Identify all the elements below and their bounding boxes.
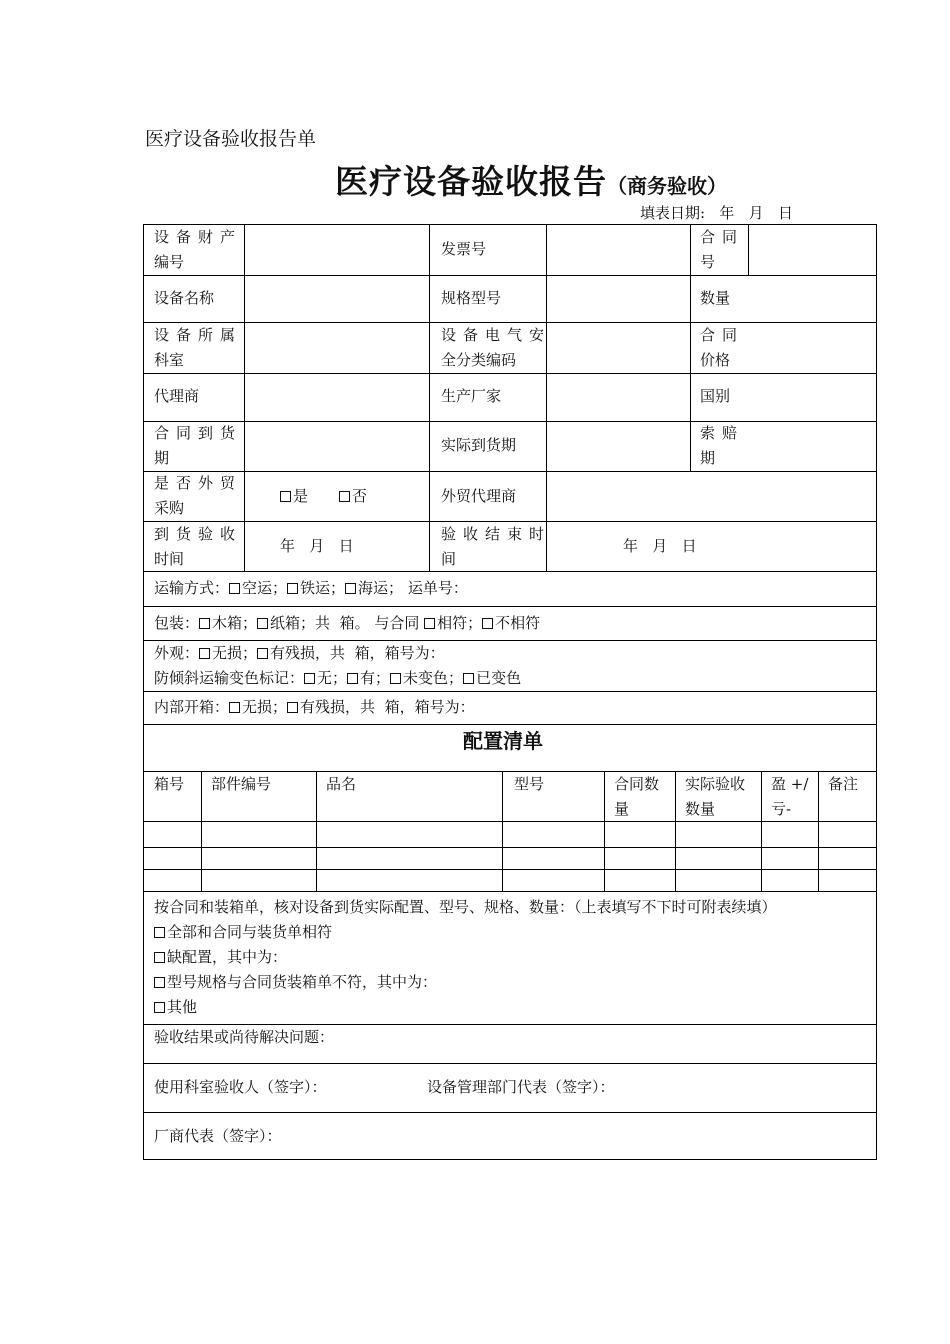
- col-contract-qty-1: 合同数: [614, 775, 660, 793]
- no-text: 否: [352, 487, 368, 505]
- checkbox-icon[interactable]: [154, 977, 165, 988]
- department-label-1: 设备所属: [154, 326, 243, 344]
- foreign-agent-label: 外贸代理商: [441, 487, 517, 505]
- col-actual-qty-2: 数量: [685, 800, 716, 818]
- mgmt-signature-label: 设备管理部门代表（签字）：: [427, 1078, 615, 1096]
- checkbox-icon[interactable]: [347, 673, 358, 684]
- col-divider: [201, 771, 202, 891]
- row-divider: [144, 373, 876, 374]
- row-divider: [144, 821, 876, 822]
- agent-label: 代理商: [154, 387, 200, 405]
- tilt-row: [154, 666, 521, 691]
- transport-row: [154, 576, 468, 601]
- arrival-date-blank: 年 月 日: [280, 537, 354, 555]
- tilt-label: 防倾斜运输变色标记：: [154, 669, 305, 687]
- contract-no-label-1: 合同: [700, 228, 745, 246]
- check-option-1: [154, 920, 332, 945]
- row-divider: [144, 471, 876, 472]
- dept-signature-label: 使用科室验收人（签字）：: [154, 1078, 327, 1096]
- contract-arrival-label-1: 合同到货: [154, 424, 243, 442]
- col-divider: [244, 225, 245, 571]
- waybill-label: 运单号：: [403, 579, 468, 597]
- col-divider: [502, 771, 503, 891]
- foreign-trade-label-2: 采购: [154, 499, 185, 517]
- form-title-sub: （商务验收）: [607, 174, 727, 198]
- contract-price-label-2: 价格: [700, 351, 731, 369]
- quantity-label: 数量: [700, 289, 731, 307]
- checkbox-icon[interactable]: [199, 618, 210, 629]
- arrival-accept-time-label-1: 到货验收: [154, 525, 243, 543]
- yes-text: 是: [293, 487, 309, 505]
- appearance-none: 无损；: [212, 644, 258, 662]
- row-divider: [144, 1063, 876, 1064]
- inner-none: 无损；: [242, 698, 288, 716]
- check-option-3-text: 型号规格与合同货装箱单不符，其中为：: [167, 973, 438, 991]
- claim-period-label-1: 索赔: [700, 424, 745, 442]
- check-option-2: [154, 945, 287, 970]
- safety-code-label-2: 全分类编码: [441, 351, 517, 369]
- appearance-label: 外观：: [154, 644, 200, 662]
- check-option-1-text: 全部和合同与装货单相符: [167, 923, 333, 941]
- tilt-changed: 已变色: [476, 669, 522, 687]
- checkbox-icon[interactable]: [345, 583, 356, 594]
- col-divider: [675, 771, 676, 891]
- packaging-row: [154, 611, 540, 636]
- contract-price-label-1: 合同: [700, 326, 745, 344]
- tilt-unchanged: 未变色；: [403, 669, 464, 687]
- col-divider: [690, 225, 691, 471]
- row-divider: [144, 847, 876, 848]
- invoice-no-label: 发票号: [441, 240, 487, 258]
- checkbox-icon[interactable]: [257, 648, 268, 659]
- checkbox-icon[interactable]: [229, 583, 240, 594]
- checkbox-icon[interactable]: [257, 618, 268, 629]
- claim-period-label-2: 期: [700, 449, 716, 467]
- row-divider: [144, 421, 876, 422]
- transport-sea: 海运；: [358, 579, 404, 597]
- col-remark: 备注: [828, 775, 859, 793]
- col-divider: [546, 225, 547, 571]
- col-box-no: 箱号: [154, 775, 185, 793]
- inner-row: [154, 695, 475, 720]
- packaging-paper: 纸箱；共 箱。 与合同: [270, 614, 425, 632]
- packaging-wood: 木箱；: [212, 614, 258, 632]
- col-divider: [429, 225, 430, 571]
- col-divider: [748, 225, 749, 275]
- accept-end-time-label-2: 间: [441, 550, 457, 568]
- result-label: 验收结果或尚待解决问题：: [154, 1028, 335, 1046]
- col-diff-1: 盈 +/: [771, 775, 809, 793]
- inner-damaged: 有残损，共 箱，箱号为：: [300, 698, 475, 716]
- manufacturer-label: 生产厂家: [441, 387, 502, 405]
- checkbox-icon[interactable]: [154, 927, 165, 938]
- country-label: 国别: [700, 387, 731, 405]
- checkbox-icon[interactable]: [154, 1002, 165, 1013]
- check-option-3: [154, 970, 437, 995]
- col-contract-qty-2: 量: [614, 800, 630, 818]
- checkbox-icon[interactable]: [390, 673, 401, 684]
- checkbox-icon[interactable]: [199, 648, 210, 659]
- vendor-signature-label: 厂商代表（签字）：: [154, 1127, 282, 1145]
- arrival-accept-time-label-2: 时间: [154, 550, 185, 568]
- device-name-label: 设备名称: [154, 289, 215, 307]
- col-divider: [761, 771, 762, 891]
- packaging-label: 包装：: [154, 614, 200, 632]
- checkbox-icon[interactable]: [154, 952, 165, 963]
- row-divider: [144, 571, 876, 572]
- config-title: 配置清单: [463, 729, 543, 753]
- checkbox-icon[interactable]: [482, 618, 493, 629]
- checkbox-icon[interactable]: [304, 673, 315, 684]
- end-date-blank: 年 月 日: [623, 537, 697, 555]
- col-name: 品名: [326, 775, 357, 793]
- check-intro: 按合同和装箱单，核对设备到货实际配置、型号、规格、数量：（上表填写不下时可附表续填）: [154, 898, 777, 916]
- actual-arrival-label: 实际到货期: [441, 436, 517, 454]
- row-divider: [144, 691, 876, 692]
- col-model: 型号: [514, 775, 545, 793]
- check-option-4-text: 其他: [167, 998, 198, 1016]
- col-divider: [316, 771, 317, 891]
- transport-rail: 铁运；: [300, 579, 346, 597]
- acceptance-form: [143, 224, 877, 1160]
- row-divider: [144, 1112, 876, 1113]
- transport-air: 空运；: [242, 579, 288, 597]
- document-caption: 医疗设备验收报告单: [145, 128, 317, 150]
- accept-end-time-label-1: 验收结束时: [441, 525, 552, 543]
- no-option[interactable]: [339, 484, 367, 509]
- safety-code-label-1: 设备电气安: [441, 326, 552, 344]
- inner-label: 内部开箱：: [154, 698, 230, 716]
- asset-no-label-2: 编号: [154, 253, 185, 271]
- row-divider: [144, 869, 876, 870]
- appearance-damaged: 有残损，共 箱，箱号为：: [270, 644, 445, 662]
- check-option-2-text: 缺配置，其中为：: [167, 948, 288, 966]
- row-divider: [144, 606, 876, 607]
- row-divider: [144, 891, 876, 892]
- yes-option[interactable]: [280, 484, 308, 509]
- checkbox-icon[interactable]: [287, 702, 298, 713]
- form-title: [335, 156, 727, 203]
- asset-no-label-1: 设备财产: [154, 228, 243, 246]
- col-diff-2: 亏-: [771, 800, 792, 818]
- packaging-mismatch: 不相符: [495, 614, 541, 632]
- row-divider: [144, 275, 876, 276]
- col-actual-qty-1: 实际验收: [685, 775, 746, 793]
- checkbox-icon[interactable]: [424, 618, 435, 629]
- tilt-none: 无；: [317, 669, 348, 687]
- contract-arrival-label-2: 期: [154, 449, 170, 467]
- checkbox-icon[interactable]: [339, 491, 350, 502]
- packaging-match: 相符；: [437, 614, 483, 632]
- checkbox-icon[interactable]: [229, 702, 240, 713]
- checkbox-icon[interactable]: [280, 491, 291, 502]
- fill-date: 填表日期: 年 月 日: [640, 204, 793, 222]
- contract-no-label-2: 号: [700, 253, 716, 271]
- check-option-4: [154, 995, 197, 1020]
- col-divider: [604, 771, 605, 891]
- form-title-main: 医疗设备验收报告: [335, 162, 607, 201]
- checkbox-icon[interactable]: [287, 583, 298, 594]
- checkbox-icon[interactable]: [463, 673, 474, 684]
- department-label-2: 科室: [154, 351, 185, 369]
- tilt-yes: 有；: [360, 669, 391, 687]
- transport-label: 运输方式：: [154, 579, 230, 597]
- foreign-trade-label-1: 是否外贸: [154, 474, 243, 492]
- col-part-no: 部件编号: [211, 775, 272, 793]
- model-spec-label: 规格型号: [441, 289, 502, 307]
- appearance-row: [154, 641, 445, 666]
- col-divider: [818, 771, 819, 891]
